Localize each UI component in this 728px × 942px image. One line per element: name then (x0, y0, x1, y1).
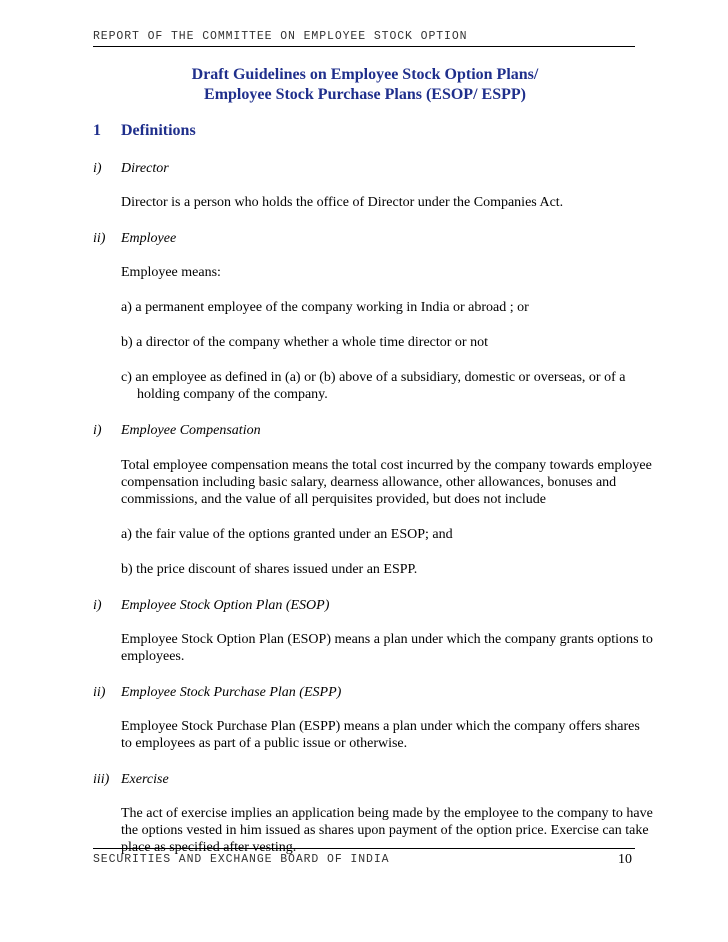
item-numeral: i) (93, 161, 102, 176)
sub-clause: a) the fair value of the options granted under an ESOP; and (121, 527, 453, 542)
definition-label (93, 684, 653, 701)
sub-clause: b) the price discount of shares issued under an ESPP. (121, 562, 418, 577)
section-number: 1 (93, 122, 101, 139)
title-line-2: Employee Stock Purchase Plans (ESOP/ ESPP) (204, 86, 526, 103)
item-term: Employee Stock Option Plan (ESOP) (121, 598, 330, 613)
definition-label (93, 230, 653, 247)
item-term: Director (121, 161, 169, 176)
definition-label (93, 422, 653, 439)
running-header: REPORT OF THE COMMITTEE ON EMPLOYEE STOCK OPTION (93, 30, 635, 47)
sub-clause: b) a director of the company whether a whole time director or not (121, 335, 488, 350)
definition-text: Employee means: (121, 265, 221, 280)
definition-label (93, 771, 653, 788)
definition-label (93, 597, 653, 614)
definition-text: Director is a person who holds the office of Director under the Companies Act. (121, 195, 564, 210)
definition-text: The act of exercise implies an application being made by the employee to the company to have the options vested in him issued as shares upon payment of the option price. Exercise can take place as specified after vesting. (121, 806, 653, 855)
item-numeral: ii) (93, 685, 106, 700)
item-term: Employee Stock Purchase Plan (ESPP) (121, 685, 342, 700)
definition-label (93, 160, 653, 177)
definition-text: Total employee compensation means the total cost incurred by the company towards employee compensation including basic salary, dearness allowance, other allowances, bonuses and commissions, and the value of all perquisites provided, but does not include (121, 458, 652, 507)
item-numeral: iii) (93, 772, 110, 787)
definition-text: Employee Stock Option Plan (ESOP) means a plan under which the company grants options to employees. (121, 632, 653, 664)
item-numeral: i) (93, 423, 102, 438)
title-line-1: Draft Guidelines on Employee Stock Option Plans/ (191, 66, 539, 83)
sub-clause: a) a permanent employee of the company working in India or abroad ; or (121, 300, 529, 315)
item-term: Employee Compensation (121, 423, 261, 438)
page-number: 10 (618, 852, 632, 867)
definition-text: Employee Stock Purchase Plan (ESPP) means a plan under which the company offers shares to employees as part of a public issue or otherwise. (121, 719, 640, 751)
definitions-list (93, 160, 653, 856)
sub-clause: c) an employee as defined in (a) or (b) above of a subsidiary, domestic or overseas, or of a holding company of the company. (121, 370, 626, 402)
item-numeral: i) (93, 598, 102, 613)
section-heading (93, 122, 196, 140)
item-term: Exercise (121, 772, 169, 787)
document-title (120, 65, 610, 105)
section-title: Definitions (121, 122, 196, 139)
item-term: Employee (121, 231, 177, 246)
footer-organization: SECURITIES AND EXCHANGE BOARD OF INDIA (93, 848, 635, 866)
item-numeral: ii) (93, 231, 106, 246)
